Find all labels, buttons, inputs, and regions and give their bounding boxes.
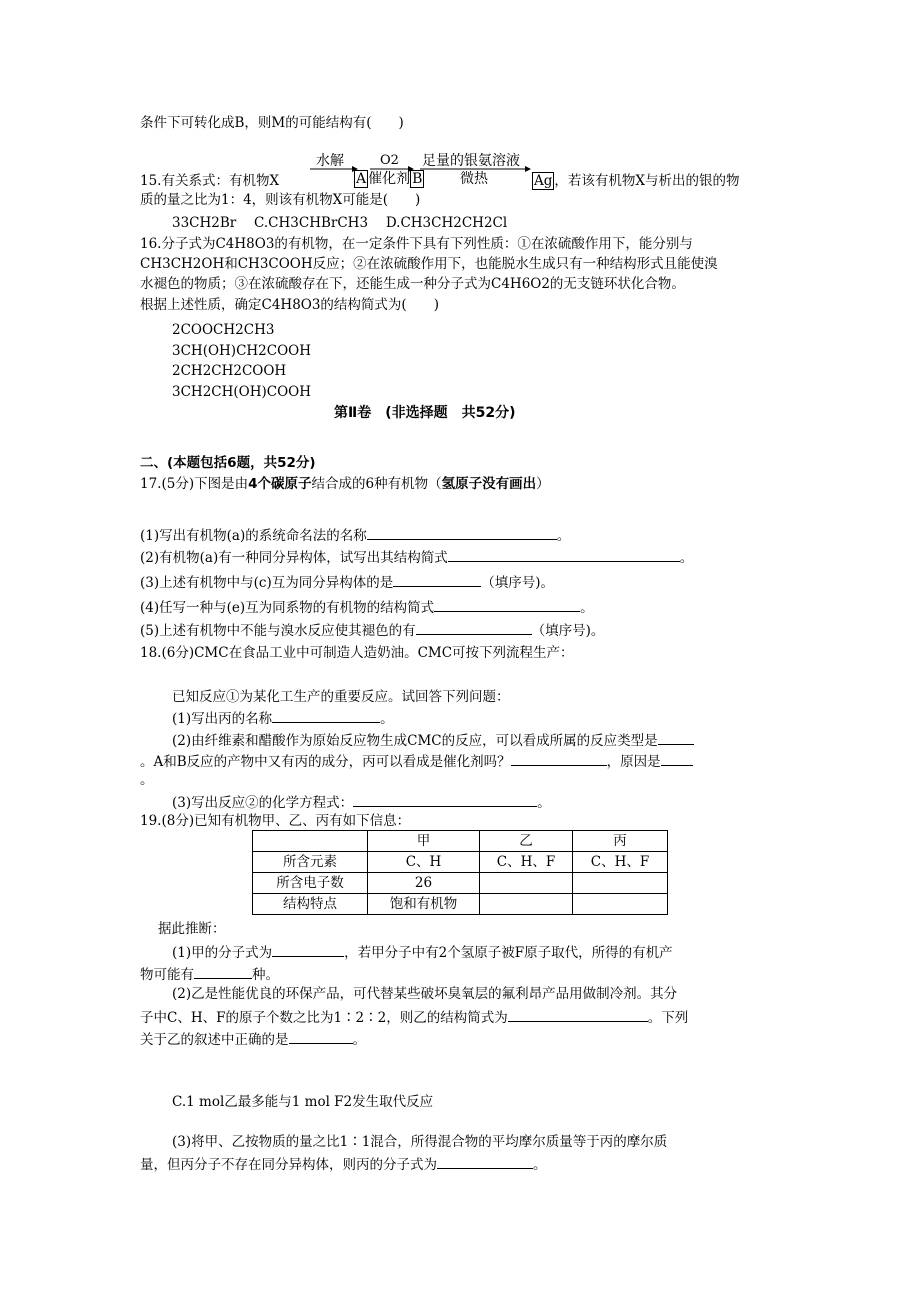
q18-sub2-end: 。 — [140, 772, 154, 788]
q16-option-3: 2CH2CH2COOH — [172, 363, 287, 379]
q17-sub2-blank[interactable] — [448, 547, 680, 562]
q14-tail: 条件下可转化成B，则M的可能结构有( ) — [140, 115, 404, 131]
table-cell: 饱和有机物 — [368, 894, 480, 915]
q17-sub4 — [140, 597, 594, 617]
q17-intro-b: 4个碳原子 — [248, 476, 312, 492]
q19-sub1-cont — [140, 964, 279, 984]
q19-sub3b-blank[interactable] — [437, 1154, 533, 1169]
q19-sub1d-text: 种。 — [252, 967, 279, 983]
q17-sub4-period: 。 — [580, 600, 594, 616]
q16-line2: CH3CH2OH和CH3COOH反应；②在浓硫酸作用下，也能脱水生成只有一种结构形式且能使溴 — [140, 256, 718, 272]
q18-sub2c-blank[interactable] — [511, 751, 607, 766]
q15-box-a-row — [354, 170, 424, 188]
table-cell — [480, 873, 573, 894]
q17-intro-d: 氢原子没有画出 — [441, 476, 537, 492]
q19-sub1a-blank[interactable] — [272, 942, 344, 957]
q15-box-a: A — [356, 171, 367, 187]
table-cell: 所含电子数 — [253, 873, 368, 894]
q18-sub2 — [172, 730, 694, 750]
q17-sub3-blank[interactable] — [393, 572, 481, 587]
q17-sub4-blank[interactable] — [434, 597, 580, 612]
q15-box-b: B — [412, 171, 423, 187]
q18-sub2-blank[interactable] — [658, 730, 694, 745]
table-cell: 所含元素 — [253, 852, 368, 873]
q19-sub2: (2)乙是性能优良的环保产品，可代替某些破坏臭氧层的氟利昂产品用做制冷剂。其分 — [172, 986, 678, 1002]
q15-line2: 质的量之比为1：4，则该有机物X可能是( ) — [140, 192, 421, 208]
q15-text-start: 15.有关系式：有机物X — [140, 173, 280, 189]
q15-arrow2-label: O2 — [380, 153, 399, 168]
table-header-cell — [253, 831, 368, 852]
q17-sub1-period: 。 — [556, 528, 571, 544]
q18-sub2b-text: 。A和B反应的产物中又有丙的成分，丙可以看成是催化剂吗？ — [140, 754, 511, 770]
q17-sub5-blank[interactable] — [416, 620, 532, 635]
q15-arrow3-label: 足量的银氨溶液 — [422, 153, 520, 169]
q17-sub2-period: 。 — [679, 550, 694, 566]
q17-intro-a: 17.(5分)下图是由 — [140, 476, 249, 492]
q19-sub3c-text: 。 — [533, 1157, 547, 1173]
q18-sub3-period: 。 — [537, 795, 551, 811]
q17-intro-c: 结合成的6种有机物（ — [311, 476, 442, 492]
q19-infer: 据此推断： — [158, 921, 226, 937]
q17-intro-e: ） — [536, 476, 550, 492]
table-row — [253, 852, 668, 873]
table-header-cell: 丙 — [573, 831, 668, 852]
q19-sub3b-text: 量，但丙分子不存在同分异构体，则丙的分子式为 — [140, 1157, 437, 1173]
arrowhead-3 — [525, 166, 531, 172]
q18-sub3-blank[interactable] — [353, 792, 537, 807]
q18-sub2-text: (2)由纤维素和醋酸作为原始反应物生成CMC的反应，可以看成所属的反应类型是 — [172, 733, 658, 749]
q17-sub4-text: (4)任写一种与(e)互为同系物的有机物的结构简式 — [140, 600, 435, 616]
table-cell — [573, 873, 668, 894]
table-cell: C、H — [368, 852, 480, 873]
table-header-cell: 乙 — [480, 831, 573, 852]
q18-intro: 18.(6分)CMC在食品工业中可制造人造奶油。CMC可按下列流程生产： — [140, 645, 574, 661]
q19-intro: 19.(8分)已知有机物甲、乙、丙有如下信息： — [140, 813, 411, 829]
q17-sub3 — [140, 572, 554, 592]
q17-sub3-text: (3)上述有机物中与(c)互为同分异构体的是 — [140, 575, 394, 591]
q19-sub1b-text: ，若甲分子中有2个氢原子被F原子取代，所得的有机产 — [344, 945, 673, 961]
table-cell — [573, 894, 668, 915]
q17-sub5-end: （填序号)。 — [531, 623, 605, 639]
table-cell: 26 — [368, 873, 480, 894]
q19-sub3: (3)将甲、乙按物质的量之比1∶1混合，所得混合物的平均摩尔质量等于丙的摩尔质 — [172, 1134, 668, 1150]
table-row — [253, 894, 668, 915]
q18-sub1-blank[interactable] — [272, 708, 380, 723]
q18-sub1-period: 。 — [380, 711, 394, 727]
q18-sub3 — [172, 792, 551, 812]
q16-line3: 水褪色的物质；③在浓硫酸存在下，还能生成一种分子式为C4H6O2的无支链环状化合物。 — [140, 276, 685, 292]
q17-intro — [140, 475, 550, 493]
q19-sub2d-text: 关于乙的叙述中正确的是 — [140, 1032, 289, 1048]
q17-sub3-end: （填序号)。 — [481, 575, 554, 591]
table-cell — [480, 894, 573, 915]
q15-box-ag: Ag — [534, 173, 553, 189]
q17-sub2 — [140, 547, 693, 567]
table-row — [253, 873, 668, 894]
q19-option-c: C.1 mol乙最多能与1 mol F2发生取代反应 — [172, 1094, 434, 1110]
q19-info-table — [252, 830, 668, 915]
q17-sub2-text: (2)有机物(a)有一种同分异构体，试写出其结构简式 — [140, 550, 448, 566]
q15-options: 33CH2Br C.CH3CHBrCH3 D.CH3CH2CH2Cl — [172, 215, 508, 231]
section2-title: 二、(本题包括6题，共52分) — [140, 455, 316, 471]
table-header-row — [253, 831, 668, 852]
q15-arrow1-label: 水解 — [316, 153, 344, 169]
q17-sub1-text: (1)写出有机物(a)的系统命名法的名称 — [140, 528, 367, 544]
q15-text-end: ，若该有机物X与析出的银的物 — [554, 173, 740, 189]
q19-sub1 — [172, 942, 673, 962]
q18-sub2-cont — [140, 751, 693, 771]
q16-line4: 根据上述性质，确定C4H8O3的结构简式为( ) — [140, 297, 439, 313]
q18-sub2d-blank[interactable] — [661, 751, 693, 766]
table-cell: C、H、F — [480, 852, 573, 873]
q17-sub1 — [140, 525, 570, 545]
q18-sub2c-text: ，原因是 — [606, 754, 661, 770]
table-cell: C、H、F — [573, 852, 668, 873]
q19-sub2-cont2 — [140, 1029, 366, 1049]
q18-known: 已知反应①为某化工生产的重要反应。试回答下列问题： — [172, 689, 510, 705]
q17-sub1-blank[interactable] — [367, 525, 557, 540]
q18-sub1 — [172, 708, 394, 728]
q16-option-4: 3CH2CH(OH)COOH — [172, 384, 311, 400]
q19-sub1c-text: 物可能有 — [140, 967, 194, 983]
q19-sub1c-blank[interactable] — [194, 964, 252, 979]
part2-title: 第Ⅱ卷 (非选择题 共52分) — [334, 405, 516, 421]
q18-sub1-text: (1)写出丙的名称 — [172, 711, 273, 727]
q18-sub3-text: (3)写出反应②的化学方程式： — [172, 795, 354, 811]
q19-sub1a-text: (1)甲的分子式为 — [172, 945, 273, 961]
q15-ag-row — [532, 172, 740, 190]
q19-sub2b-text: 子中C、H、F的原子个数之比为1∶2∶2，则乙的结构简式为 — [140, 1010, 508, 1026]
table-header-cell: 甲 — [368, 831, 480, 852]
q19-sub2b-blank[interactable] — [508, 1007, 648, 1022]
q19-sub2d-blank[interactable] — [289, 1029, 353, 1044]
q19-sub3-cont — [140, 1154, 547, 1174]
q16-option-1: 2COOCH2CH3 — [172, 322, 275, 338]
q15-arrow2-sub: 催化剂 — [368, 171, 411, 187]
q15-line1 — [140, 172, 279, 190]
q15-arrow3-sub: 微热 — [460, 171, 488, 187]
q19-sub2-cont — [140, 1007, 688, 1027]
q16-line1: 16.分子式为C4H8O3的有机物，在一定条件下具有下列性质：①在浓硫酸作用下，能分别与 — [140, 236, 693, 252]
table-cell: 结构特点 — [253, 894, 368, 915]
q19-sub2c-text: 。下列 — [647, 1010, 689, 1026]
q19-sub2e-text: 。 — [352, 1032, 366, 1048]
q16-option-2: 3CH(OH)CH2COOH — [172, 343, 311, 359]
q17-sub5 — [140, 620, 604, 640]
q17-sub5-text: (5)上述有机物中不能与溴水反应使其褪色的有 — [140, 623, 416, 639]
